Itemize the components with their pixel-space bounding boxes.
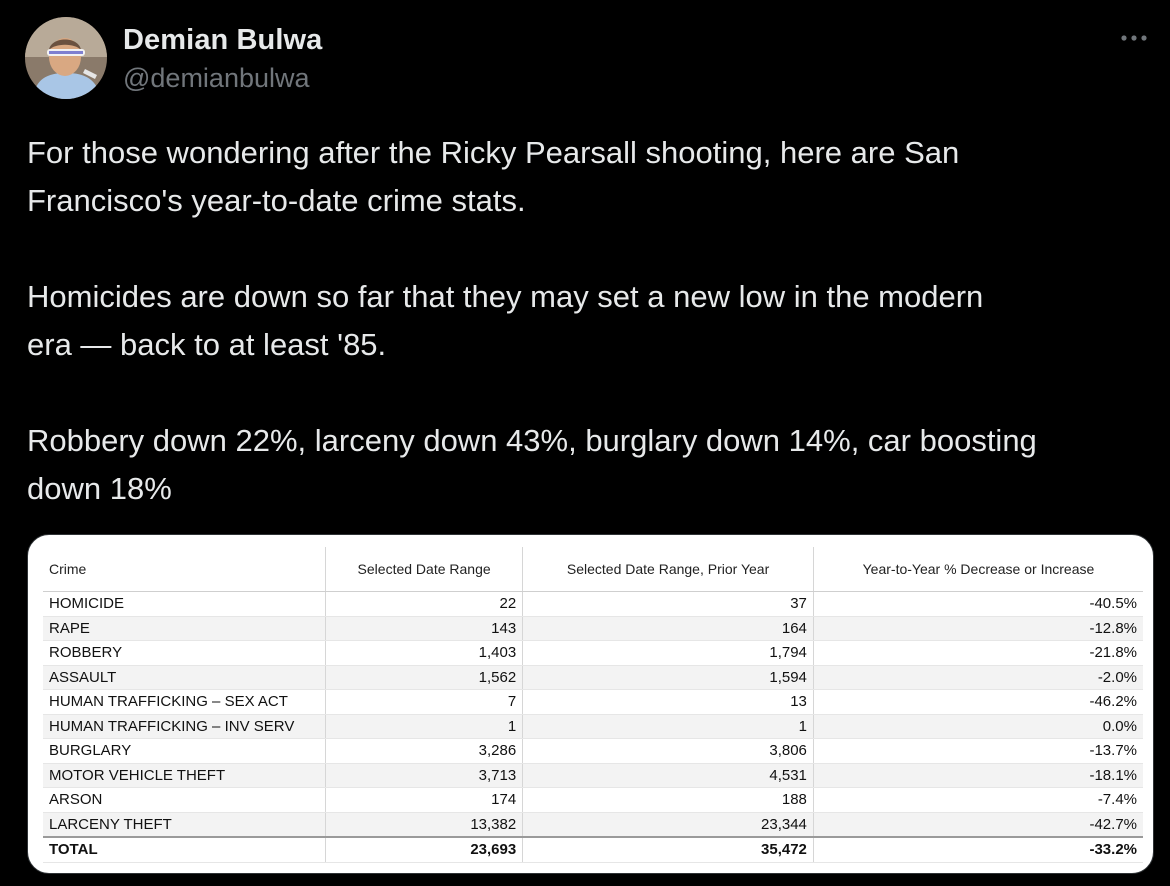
table-row [43, 616, 1143, 641]
prior-count-cell: 188 [523, 788, 814, 813]
tweet-line: For those wondering after the Ricky Pearsall shooting, here are San [27, 135, 960, 170]
prior-count-cell: 1,794 [523, 641, 814, 666]
crime-stats-table [43, 547, 1143, 863]
more-options-button[interactable] [1118, 24, 1152, 52]
pct-change-cell: -42.7% [813, 812, 1143, 837]
table-row [43, 788, 1143, 813]
pct-change-cell: -40.5% [813, 592, 1143, 617]
attached-image[interactable] [27, 534, 1154, 874]
pct-change-cell: -46.2% [813, 690, 1143, 715]
table-header-row [43, 547, 1143, 592]
table-row [43, 641, 1143, 666]
table-row [43, 714, 1143, 739]
pct-change-cell: -18.1% [813, 763, 1143, 788]
pct-change-cell: -13.7% [813, 739, 1143, 764]
pct-change-cell: -7.4% [813, 788, 1143, 813]
ellipsis-icon [1118, 24, 1152, 52]
current-count-cell: 174 [326, 788, 523, 813]
tweet-line: down 18% [27, 471, 172, 506]
current-count-cell: 1 [326, 714, 523, 739]
author-name[interactable]: Demian Bulwa [123, 24, 323, 56]
crime-name-cell: RAPE [43, 616, 326, 641]
tweet-line: Robbery down 22%, larceny down 43%, burglary down 14%, car boosting [27, 423, 1037, 458]
prior-count-cell: 37 [523, 592, 814, 617]
profile-photo-icon [25, 17, 107, 99]
pct-change-cell: -21.8% [813, 641, 1143, 666]
table-row [43, 763, 1143, 788]
crime-name-cell: HUMAN TRAFFICKING – SEX ACT [43, 690, 326, 715]
table-total-row [43, 837, 1143, 862]
crime-name-cell: MOTOR VEHICLE THEFT [43, 763, 326, 788]
prior-count-cell: 23,344 [523, 812, 814, 837]
current-count-cell: 1,403 [326, 641, 523, 666]
header-selected-range: Selected Date Range [326, 547, 523, 592]
prior-count-cell: 1 [523, 714, 814, 739]
pct-change-cell: 0.0% [813, 714, 1143, 739]
crime-name-cell: ARSON [43, 788, 326, 813]
pct-change-cell: -12.8% [813, 616, 1143, 641]
table-row [43, 665, 1143, 690]
header-pct-change: Year-to-Year % Decrease or Increase [813, 547, 1143, 592]
total-pct-change-cell: -33.2% [813, 837, 1143, 862]
table-row [43, 812, 1143, 837]
author-handle[interactable]: @demianbulwa [123, 63, 310, 93]
crime-name-cell: BURGLARY [43, 739, 326, 764]
current-count-cell: 7 [326, 690, 523, 715]
current-count-cell: 3,713 [326, 763, 523, 788]
crime-name-cell: HOMICIDE [43, 592, 326, 617]
table-row [43, 592, 1143, 617]
current-count-cell: 143 [326, 616, 523, 641]
crime-name-cell: ROBBERY [43, 641, 326, 666]
table-row [43, 690, 1143, 715]
prior-count-cell: 4,531 [523, 763, 814, 788]
tweet-line: Homicides are down so far that they may set a new low in the modern [27, 279, 984, 314]
crime-name-cell: HUMAN TRAFFICKING – INV SERV [43, 714, 326, 739]
prior-count-cell: 1,594 [523, 665, 814, 690]
table-row [43, 739, 1143, 764]
total-prior-cell: 35,472 [523, 837, 814, 862]
author-block [123, 22, 322, 96]
header-crime: Crime [43, 547, 326, 592]
current-count-cell: 1,562 [326, 665, 523, 690]
prior-count-cell: 3,806 [523, 739, 814, 764]
tweet-text [27, 129, 1162, 513]
current-count-cell: 22 [326, 592, 523, 617]
tweet-line: Francisco's year-to-date crime stats. [27, 183, 526, 218]
crime-name-cell: LARCENY THEFT [43, 812, 326, 837]
current-count-cell: 13,382 [326, 812, 523, 837]
header-prior-year: Selected Date Range, Prior Year [523, 547, 814, 592]
total-current-cell: 23,693 [326, 837, 523, 862]
prior-count-cell: 164 [523, 616, 814, 641]
tweet-line: era — back to at least '85. [27, 327, 387, 362]
pct-change-cell: -2.0% [813, 665, 1143, 690]
avatar[interactable] [25, 17, 107, 99]
current-count-cell: 3,286 [326, 739, 523, 764]
crime-name-cell: ASSAULT [43, 665, 326, 690]
prior-count-cell: 13 [523, 690, 814, 715]
total-label-cell: TOTAL [43, 837, 326, 862]
